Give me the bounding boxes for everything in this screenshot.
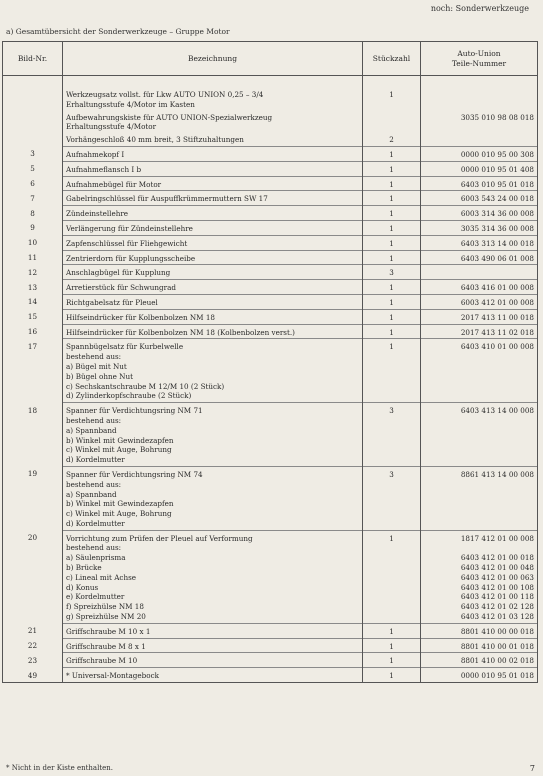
description-subline: a) Bügel mit Nut: [66, 361, 127, 371]
row-part-number: [421, 133, 538, 146]
row-description: [63, 403, 363, 467]
description-subline: c) Lineal mit Achse: [66, 572, 137, 582]
row-quantity: 1: [363, 220, 421, 235]
description-line: Werkzeugsatz vollst. für Lkw AUTO UNION 0,25 – 3/4: [66, 90, 264, 99]
description-line: Arretierstück für Schwungrad: [66, 283, 176, 293]
col-header-nr: Bild-Nr.: [3, 42, 63, 76]
row-part-number: 8801 410 00 01 018: [421, 638, 538, 653]
description-subline: b) Winkel mit Gewindezapfen: [66, 435, 174, 445]
row-quantity: 1: [363, 191, 421, 206]
description-subline: c) Winkel mit Auge, Bohrung: [66, 445, 172, 455]
row-description: [63, 206, 363, 221]
row-number: 21: [3, 623, 63, 638]
row-quantity: 1: [363, 668, 421, 683]
row-number: 16: [3, 324, 63, 339]
description-line: Aufnahmeflansch I b: [66, 164, 142, 174]
row-part-number: 6403 010 95 01 018: [421, 176, 538, 191]
row-number: 6: [3, 176, 63, 191]
table-row: [3, 466, 538, 530]
col-header-qty: Stückzahl: [363, 42, 421, 76]
part-number-line: 6403 412 01 00 048: [460, 563, 534, 573]
row-description: [63, 466, 363, 530]
row-part-number: [421, 265, 538, 280]
description-line: Zündeinstellehre: [66, 209, 129, 219]
row-description: [63, 235, 363, 250]
row-number: 11: [3, 250, 63, 265]
row-part-number: 8861 413 14 00 008: [421, 466, 538, 530]
section-heading: a) Gesamtübersicht der Sonderwerkzeuge – Gruppe Motor: [6, 27, 230, 36]
row-number: 12: [3, 265, 63, 280]
row-part-number: 0000 010 95 00 308: [421, 146, 538, 161]
part-number-line: 1817 412 01 00 008: [460, 533, 534, 543]
table-row: [3, 280, 538, 295]
description-subline: Erhaltungsstufe 4/Motor im Kasten: [66, 99, 195, 109]
row-part-number: 6403 490 06 01 008: [421, 250, 538, 265]
table-row: [3, 623, 538, 638]
row-description: [63, 309, 363, 324]
table-row: [3, 88, 538, 111]
table-row: [3, 250, 538, 265]
row-part-number: [421, 88, 538, 111]
row-quantity: 1: [363, 623, 421, 638]
description-subline: g) Spreizhülse NM 20: [66, 612, 146, 622]
table-row: [3, 653, 538, 668]
row-quantity: 1: [363, 653, 421, 668]
row-quantity: 3: [363, 265, 421, 280]
row-part-number: 6003 314 36 00 008: [421, 206, 538, 221]
row-part-number: 8801 410 00 02 018: [421, 653, 538, 668]
table-row: [3, 294, 538, 309]
description-line: Griffschraube M 8 x 1: [66, 641, 146, 651]
description-subline: Erhaltungsstufe 4/Motor: [66, 122, 157, 132]
row-quantity: 1: [363, 250, 421, 265]
row-number: 49: [3, 668, 63, 683]
row-part-number: 0000 010 95 01 408: [421, 161, 538, 176]
table-top-spacer: [3, 76, 538, 89]
row-description: [63, 88, 363, 111]
row-description: [63, 191, 363, 206]
row-description: [63, 250, 363, 265]
row-number: 19: [3, 466, 63, 530]
page-number: 7: [529, 764, 535, 773]
row-part-number: 6403 313 14 00 018: [421, 235, 538, 250]
row-part-number: [421, 530, 538, 623]
part-number-line: 6403 412 01 00 108: [460, 582, 534, 592]
row-description: [63, 111, 363, 134]
row-part-number: 6403 410 01 00 008: [421, 339, 538, 403]
row-description: [63, 133, 363, 146]
row-description: [63, 530, 363, 623]
row-quantity: 3: [363, 403, 421, 467]
spacer-cell: [63, 76, 363, 89]
description-line: Gabelringschlüssel für Auspuffkrümmermuttern SW 17: [66, 194, 268, 204]
description-line: Spanner für Verdichtungsring NM 71: [66, 406, 203, 416]
description-subline: b) Brücke: [66, 563, 102, 573]
table-row: [3, 191, 538, 206]
table-row: [3, 668, 538, 683]
part-number-line: 6403 412 01 00 018: [460, 553, 534, 563]
description-line: Aufbewahrungskiste für AUTO UNION-Spezialwerkzeug: [66, 112, 273, 122]
row-part-number: 3035 314 36 00 008: [421, 220, 538, 235]
row-description: [63, 339, 363, 403]
row-quantity: 2: [363, 133, 421, 146]
spacer-cell: [3, 76, 63, 89]
row-quantity: 1: [363, 235, 421, 250]
description-line: Spannbügelsatz für Kurbelwelle: [66, 342, 184, 352]
row-number: [3, 133, 63, 146]
table-row: [3, 324, 538, 339]
description-line: Griffschraube M 10 x 1: [66, 626, 151, 636]
running-header: noch: Sonderwerkzeuge: [430, 4, 529, 13]
table-row: [3, 265, 538, 280]
row-number: 13: [3, 280, 63, 295]
description-subline: bestehend aus:: [66, 352, 122, 362]
row-quantity: 1: [363, 309, 421, 324]
row-part-number: 6003 412 01 00 008: [421, 294, 538, 309]
row-quantity: 1: [363, 88, 421, 111]
description-line: Vorhängeschloß 40 mm breit, 3 Stiftzuhaltungen: [66, 135, 244, 145]
description-subline: d) Kordelmutter: [66, 455, 125, 465]
row-number: 20: [3, 530, 63, 623]
description-subline: e) Kordelmutter: [66, 592, 125, 602]
table-row: [3, 146, 538, 161]
row-number: 3: [3, 146, 63, 161]
description-subline: b) Winkel mit Gewindezapfen: [66, 499, 174, 509]
table-row: [3, 638, 538, 653]
row-number: 8: [3, 206, 63, 221]
row-quantity: 1: [363, 161, 421, 176]
table-row: [3, 176, 538, 191]
table-row: [3, 339, 538, 403]
description-subline: d) Konus: [66, 582, 99, 592]
table-row: [3, 530, 538, 623]
description-line: Spanner für Verdichtungsring NM 74: [66, 469, 203, 479]
row-description: [63, 220, 363, 235]
table-row: [3, 403, 538, 467]
row-quantity: 1: [363, 339, 421, 403]
description-line: Hilfseindrücker für Kolbenbolzen NM 18: [66, 312, 215, 322]
description-subline: b) Bügel ohne Nut: [66, 371, 133, 381]
row-part-number: 6003 543 24 00 018: [421, 191, 538, 206]
description-subline: d) Zylinderkopfschraube (2 Stück): [66, 391, 192, 401]
row-number: 9: [3, 220, 63, 235]
table-row: [3, 133, 538, 146]
col-header-part-line1: Auto-Union: [457, 48, 501, 58]
description-line: Richtgabelsatz für Pleuel: [66, 297, 158, 307]
col-header-part-line2: Teile-Nummer: [451, 58, 507, 68]
footnote: * Nicht in der Kiste enthalten.: [6, 764, 114, 772]
row-number: 14: [3, 294, 63, 309]
row-quantity: 3: [363, 466, 421, 530]
description-line: Griffschraube M 10: [66, 656, 138, 666]
row-description: [63, 294, 363, 309]
row-number: 7: [3, 191, 63, 206]
row-part-number: 3035 010 98 08 018: [421, 111, 538, 134]
row-number: 17: [3, 339, 63, 403]
row-part-number: 6403 416 01 00 008: [421, 280, 538, 295]
table-row: [3, 235, 538, 250]
row-description: [63, 324, 363, 339]
row-number: 5: [3, 161, 63, 176]
row-quantity: 1: [363, 324, 421, 339]
table-row: [3, 309, 538, 324]
tools-table: [2, 41, 538, 683]
description-subline: a) Spannband: [66, 425, 117, 435]
row-part-number: 8801 410 00 00 018: [421, 623, 538, 638]
description-subline: d) Kordelmutter: [66, 518, 125, 528]
description-subline: c) Winkel mit Auge, Bohrung: [66, 509, 172, 519]
row-quantity: 1: [363, 280, 421, 295]
part-number-line: 6403 412 01 00 063: [460, 572, 534, 582]
row-description: [63, 176, 363, 191]
row-quantity: 1: [363, 530, 421, 623]
row-quantity: 1: [363, 638, 421, 653]
description-subline: f) Spreizhülse NM 18: [66, 602, 144, 612]
description-line: Aufnahmebügel für Motor: [66, 179, 162, 189]
table-row: [3, 220, 538, 235]
row-number: 18: [3, 403, 63, 467]
row-quantity: [363, 111, 421, 134]
description-line: Zapfenschlüssel für Fliehgewicht: [66, 238, 188, 248]
row-part-number: 0000 010 95 01 018: [421, 668, 538, 683]
row-description: [63, 668, 363, 683]
table-body: [3, 76, 538, 683]
description-line: Verlängerung für Zündeinstellehre: [66, 223, 193, 233]
description-line: Hilfseindrücker für Kolbenbolzen NM 18 (Kolbenbolzen verst.): [66, 327, 295, 337]
row-quantity: 1: [363, 294, 421, 309]
description-line: Aufnahmekopf I: [66, 149, 125, 159]
part-number-line: 6403 412 01 03 128: [460, 612, 534, 622]
row-description: [63, 280, 363, 295]
part-number-line: 6403 412 01 00 118: [460, 592, 534, 602]
description-subline: a) Säulenprisma: [66, 553, 126, 563]
part-number-line: 6403 412 01 02 128: [460, 602, 534, 612]
row-part-number: 6403 413 14 00 008: [421, 403, 538, 467]
table-row: [3, 111, 538, 134]
row-quantity: 1: [363, 176, 421, 191]
table-header-row: [3, 42, 538, 76]
row-description: [63, 146, 363, 161]
row-description: [63, 265, 363, 280]
part-number-line: [424, 543, 534, 553]
row-number: 23: [3, 653, 63, 668]
row-number: 15: [3, 309, 63, 324]
description-subline: bestehend aus:: [66, 543, 122, 553]
row-description: [63, 623, 363, 638]
description-subline: c) Sechskantschraube M 12/M 10 (2 Stück): [66, 381, 225, 391]
row-number: [3, 111, 63, 134]
description-line: Zentrierdorn für Kupplungsscheibe: [66, 253, 196, 263]
row-quantity: 1: [363, 146, 421, 161]
description-subline: bestehend aus:: [66, 479, 122, 489]
col-header-part: [421, 42, 538, 76]
col-header-desc: Bezeichnung: [63, 42, 363, 76]
spacer-cell: [363, 76, 421, 89]
row-number: 10: [3, 235, 63, 250]
row-part-number: 2017 413 11 02 018: [421, 324, 538, 339]
table-row: [3, 161, 538, 176]
row-number: 22: [3, 638, 63, 653]
description-subline: bestehend aus:: [66, 415, 122, 425]
table-row: [3, 206, 538, 221]
spacer-cell: [421, 76, 538, 89]
description-line: Anschlagbügel für Kupplung: [66, 268, 171, 278]
description-line: * Universal-Montagebock: [66, 671, 159, 681]
row-description: [63, 638, 363, 653]
row-quantity: 1: [363, 206, 421, 221]
row-part-number: 2017 413 11 00 018: [421, 309, 538, 324]
description-subline: a) Spannband: [66, 489, 117, 499]
description-line: Vorrichtung zum Prüfen der Pleuel auf Verformung: [66, 533, 253, 543]
row-number: [3, 88, 63, 111]
row-description: [63, 161, 363, 176]
row-description: [63, 653, 363, 668]
